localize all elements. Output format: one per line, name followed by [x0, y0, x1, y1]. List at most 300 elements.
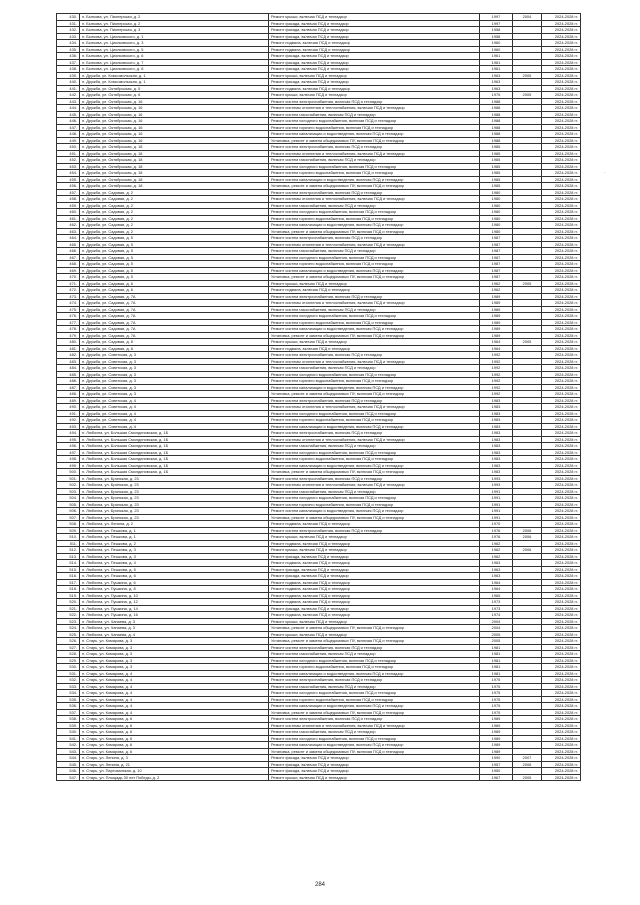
row-build-year: 1963: [480, 566, 513, 573]
row-number: 460.: [57, 209, 80, 216]
row-number: 524.: [57, 625, 80, 632]
row-period: 2024-2028 гг.: [542, 722, 581, 729]
row-address: п. Старь, ул. Комарова, д. 6: [80, 735, 269, 742]
row-period: 2024-2028 гг.: [542, 469, 581, 476]
row-period: 2024-2028 гг.: [542, 248, 581, 255]
row-address: п. Старь, ул. Ленина, д. 21: [80, 761, 269, 768]
row-period: 2024-2028 гг.: [542, 215, 581, 222]
row-address: п. Любохна, ул. Чапаева, д. 3: [80, 618, 269, 625]
row-build-year: 1962: [480, 287, 513, 294]
row-period: 2024-2028 гг.: [542, 761, 581, 768]
row-work-type: Ремонт систем электроснабжения, включая ПСД и технадзор: [269, 293, 480, 300]
row-overhaul-year: 2006: [513, 527, 542, 534]
row-build-year: 1991: [480, 495, 513, 502]
row-address: п. Любохна, ул. Пушкина, д. 16: [80, 612, 269, 619]
row-period: 2024-2028 гг.: [542, 774, 581, 781]
row-period: 2024-2028 гг.: [542, 683, 581, 690]
row-address: п. Старь, ул. Комарова, д. 4: [80, 703, 269, 710]
row-number: 441.: [57, 85, 80, 92]
row-work-type: Ремонт подвала, включая ПСД и технадзор: [269, 287, 480, 294]
row-number: 532.: [57, 677, 80, 684]
row-build-year: 1963: [480, 573, 513, 580]
row-address: п. Дружба, ул. Садовая, д. 8: [80, 339, 269, 346]
row-period: 2024-2028 гг.: [542, 696, 581, 703]
row-build-year: 1989: [480, 332, 513, 339]
row-build-year: 1989: [480, 300, 513, 307]
row-period: 2024-2028 гг.: [542, 475, 581, 482]
row-address: п. Дружба, ул. Октябрьская, д. 18: [80, 157, 269, 164]
row-address: п. Старь, ул. Комарова, д. 4: [80, 709, 269, 716]
row-build-year: 1992: [480, 371, 513, 378]
row-overhaul-year: 2006: [513, 534, 542, 541]
row-work-type: Установка, ремонт и замена общедомовых ПУ, включая ПСД и технадзор: [269, 274, 480, 281]
row-address: п. Быткова, ул. Циолковского, д. 7: [80, 59, 269, 66]
row-overhaul-year: 2005: [513, 339, 542, 346]
row-build-year: 1991: [480, 501, 513, 508]
row-build-year: 1964: [480, 345, 513, 352]
row-build-year: 1992: [480, 384, 513, 391]
row-number: 529.: [57, 657, 80, 664]
row-address: п. Быткова, ул. Пионерская, д. 2: [80, 14, 269, 21]
row-period: 2024-2028 гг.: [542, 755, 581, 762]
row-number: 519.: [57, 592, 80, 599]
row-address: п. Дружба, ул. Октябрьская, д. 18: [80, 163, 269, 170]
row-address: п. Старь, ул. Комарова, д. 3: [80, 664, 269, 671]
row-address: п. Дружба, ул. Садовая, д. 5: [80, 261, 269, 268]
row-number: 446.: [57, 118, 80, 125]
row-address: п. Дружба, ул. Октябрьская, д. 5: [80, 85, 269, 92]
row-address: п. Дружба, ул. Октябрьская, д. 16: [80, 124, 269, 131]
row-address: п. Любохна, ул. Брянская, д. 23: [80, 488, 269, 495]
row-number: 464.: [57, 235, 80, 242]
row-build-year: 1997: [480, 20, 513, 27]
row-address: п. Любохна, ул. Пешкова, д. 6: [80, 573, 269, 580]
row-work-type: Установка, ремонт и замена общедомовых ПУ, включая ПСД и технадзор: [269, 228, 480, 235]
row-number: 431.: [57, 20, 80, 27]
row-work-type: Ремонт подвала, включая ПСД и технадзор: [269, 612, 480, 619]
row-build-year: 1962: [480, 553, 513, 560]
row-number: 490.: [57, 404, 80, 411]
row-number: 536.: [57, 703, 80, 710]
row-period: 2024-2028 гг.: [542, 319, 581, 326]
row-work-type: Ремонт системы отопления и теплоснабжения, включая ПСД и технадзор: [269, 482, 480, 489]
row-period: 2024-2028 гг.: [542, 625, 581, 632]
row-build-year: 1988: [480, 105, 513, 112]
row-work-type: Ремонт подвала, включая ПСД и технадзор: [269, 599, 480, 606]
row-address: п. Любохна, ул. Большая Смолдиновская, д. 1Б: [80, 456, 269, 463]
row-build-year: 1965: [480, 592, 513, 599]
row-build-year: 1989: [480, 293, 513, 300]
row-build-year: 1989: [480, 306, 513, 313]
row-build-year: 1960: [480, 46, 513, 53]
row-work-type: Ремонт системы отопления и теплоснабжения, включая ПСД и технадзор: [269, 358, 480, 365]
row-build-year: 1983: [480, 462, 513, 469]
row-build-year: 1973: [480, 599, 513, 606]
row-work-type: Ремонт систем горячего водоснабжения, включая ПСД и технадзор: [269, 417, 480, 424]
row-number: 528.: [57, 651, 80, 658]
row-number: 474.: [57, 300, 80, 307]
row-period: 2024-2028 гг.: [542, 521, 581, 528]
row-work-type: Установка, ремонт и замена общедомовых ПУ, включая ПСД и технадзор: [269, 748, 480, 755]
row-address: п. Дружба, ул. Садовая, д. 6: [80, 280, 269, 287]
row-address: п. Быткова, ул. Циолковского, д. 5: [80, 46, 269, 53]
row-number: 527.: [57, 644, 80, 651]
row-build-year: 1988: [480, 137, 513, 144]
row-address: п. Любохна, ул. Брянская, д. 23: [80, 501, 269, 508]
row-build-year: 1961: [480, 53, 513, 60]
row-period: 2024-2028 гг.: [542, 670, 581, 677]
row-number: 498.: [57, 456, 80, 463]
row-period: 2024-2028 гг.: [542, 339, 581, 346]
row-work-type: Ремонт фасада, включая ПСД и технадзор: [269, 573, 480, 580]
row-build-year: 1964: [480, 586, 513, 593]
row-build-year: 1958: [480, 27, 513, 34]
row-work-type: Ремонт крыши, включая ПСД и технадзор: [269, 339, 480, 346]
row-number: 531.: [57, 670, 80, 677]
row-address: п. Дружба, ул. Садовая, д. 2: [80, 196, 269, 203]
row-build-year: 1963: [480, 560, 513, 567]
row-build-year: 1957: [480, 761, 513, 768]
row-period: 2024-2028 гг.: [542, 644, 581, 651]
row-number: 545.: [57, 761, 80, 768]
row-period: 2024-2028 гг.: [542, 540, 581, 547]
row-build-year: 1993: [480, 482, 513, 489]
row-number: 544.: [57, 755, 80, 762]
row-period: 2024-2028 гг.: [542, 85, 581, 92]
row-work-type: Ремонт систем газоснабжения, включая ПСД и технадзор: [269, 443, 480, 450]
row-build-year: 1988: [480, 111, 513, 118]
row-address: п. Дружба, ул. Садовая, д. 2: [80, 202, 269, 209]
row-number: 484.: [57, 365, 80, 372]
row-period: 2024-2028 гг.: [542, 391, 581, 398]
row-address: п. Быткова, ул. Циолковского, д. 8: [80, 66, 269, 73]
row-work-type: Ремонт систем холодного водоснабжения, включая ПСД и технадзор: [269, 495, 480, 502]
row-build-year: 1983: [480, 417, 513, 424]
row-number: 454.: [57, 170, 80, 177]
row-period: 2024-2028 гг.: [542, 716, 581, 723]
row-number: 448.: [57, 131, 80, 138]
row-address: п. Любохна, ул. Пушкина, д. 12: [80, 599, 269, 606]
row-work-type: Ремонт фасада, включая ПСД и технадзор: [269, 53, 480, 60]
row-period: 2024-2028 гг.: [542, 189, 581, 196]
row-build-year: 1991: [480, 508, 513, 515]
row-period: 2024-2028 гг.: [542, 586, 581, 593]
row-period: 2024-2028 гг.: [542, 436, 581, 443]
row-build-year: 1987: [480, 267, 513, 274]
row-work-type: Ремонт систем газоснабжения, включая ПСД и технадзор: [269, 365, 480, 372]
row-work-type: Ремонт систем газоснабжения, включая ПСД и технадзор: [269, 157, 480, 164]
row-period: 2024-2028 гг.: [542, 430, 581, 437]
row-build-year: 1983: [480, 436, 513, 443]
row-build-year: 1983: [480, 397, 513, 404]
row-build-year: 1958: [480, 33, 513, 40]
row-period: 2024-2028 гг.: [542, 261, 581, 268]
row-build-year: 1987: [480, 235, 513, 242]
row-address: п. Старь, ул. Ленина, д. 3: [80, 755, 269, 762]
row-number: 457.: [57, 189, 80, 196]
row-work-type: Ремонт систем холодного водоснабжения, включая ПСД и технадзор: [269, 163, 480, 170]
row-build-year: 1988: [480, 98, 513, 105]
row-build-year: 1989: [480, 722, 513, 729]
row-build-year: 1992: [480, 391, 513, 398]
row-number: 533.: [57, 683, 80, 690]
row-number: 488.: [57, 391, 80, 398]
row-number: 520.: [57, 599, 80, 606]
row-period: 2024-2028 гг.: [542, 313, 581, 320]
row-work-type: Ремонт систем горячего водоснабжения, включая ПСД и технадзор: [269, 456, 480, 463]
row-address: п. Дружба, ул. Октябрьская, д. 16: [80, 131, 269, 138]
row-period: 2024-2028 гг.: [542, 163, 581, 170]
row-address: п. Дружба, ул. Садовая, д. 2: [80, 189, 269, 196]
row-address: п. Любохна, ул. Пушкина, д. 10: [80, 592, 269, 599]
row-overhaul-year: 2006: [513, 761, 542, 768]
row-work-type: Ремонт подвала, включая ПСД и технадзор: [269, 560, 480, 567]
row-work-type: Установка, ремонт и замена общедомовых ПУ, включая ПСД и технадзор: [269, 332, 480, 339]
row-period: 2024-2028 гг.: [542, 599, 581, 606]
row-period: 2024-2028 гг.: [542, 92, 581, 99]
margin-mark: ·: [604, 170, 606, 176]
row-build-year: 1989: [480, 313, 513, 320]
row-period: 2024-2028 гг.: [542, 404, 581, 411]
row-period: 2024-2028 гг.: [542, 222, 581, 229]
row-period: 2024-2028 гг.: [542, 46, 581, 53]
row-work-type: Ремонт крыши, включая ПСД и технадзор: [269, 631, 480, 638]
row-number: 481.: [57, 345, 80, 352]
row-number: 468.: [57, 261, 80, 268]
row-period: 2024-2028 гг.: [542, 482, 581, 489]
row-address: п. Дружба, ул. Садовая, д. 8: [80, 345, 269, 352]
row-work-type: Ремонт системы отопления и теплоснабжения, включая ПСД и технадзор: [269, 196, 480, 203]
row-number: 521.: [57, 605, 80, 612]
row-period: 2024-2028 гг.: [542, 423, 581, 430]
row-work-type: Ремонт систем канализации и водоотведения, включая ПСД и технадзор: [269, 703, 480, 710]
row-number: 470.: [57, 274, 80, 281]
row-number: 436.: [57, 53, 80, 60]
row-address: п. Старь, ул. Комарова, д. 4: [80, 670, 269, 677]
row-build-year: 1981: [480, 664, 513, 671]
row-overhaul-year: 2004: [513, 14, 542, 21]
row-number: 437.: [57, 59, 80, 66]
row-address: п. Старь, ул. Комарова, д. 6: [80, 716, 269, 723]
row-build-year: 1990: [480, 755, 513, 762]
row-period: 2024-2028 гг.: [542, 254, 581, 261]
row-work-type: Ремонт систем газоснабжения, включая ПСД и технадзор: [269, 729, 480, 736]
row-work-type: Ремонт фасада, включая ПСД и технадзор: [269, 33, 480, 40]
row-address: п. Старь, ул. Комарова, д. 3: [80, 657, 269, 664]
row-address: п. Дружба, ул. Советская, д. 3: [80, 365, 269, 372]
row-period: 2024-2028 гг.: [542, 332, 581, 339]
row-build-year: 1975: [480, 703, 513, 710]
row-address: п. Дружба, ул. Октябрьская, д. 18: [80, 183, 269, 190]
row-work-type: Ремонт систем электроснабжения, включая ПСД и технадзор: [269, 677, 480, 684]
row-period: 2024-2028 гг.: [542, 14, 581, 21]
row-build-year: 1983: [480, 430, 513, 437]
row-build-year: 1967: [480, 774, 513, 781]
row-work-type: Ремонт систем газоснабжения, включая ПСД и технадзор: [269, 202, 480, 209]
row-build-year: 1992: [480, 378, 513, 385]
row-period: 2024-2028 гг.: [542, 150, 581, 157]
row-work-type: Ремонт крыши, включая ПСД и технадзор: [269, 774, 480, 781]
row-address: п. Любохна, ул. Брянская, д. 23: [80, 508, 269, 515]
row-number: 517.: [57, 579, 80, 586]
row-period: 2024-2028 гг.: [542, 709, 581, 716]
row-number: 434.: [57, 40, 80, 47]
row-build-year: 1988: [480, 118, 513, 125]
row-work-type: Ремонт подвала, включая ПСД и технадзор: [269, 540, 480, 547]
row-work-type: Ремонт систем холодного водоснабжения, включая ПСД и технадзор: [269, 118, 480, 125]
row-build-year: 1980: [480, 222, 513, 229]
row-address: п. Дружба, ул. Октябрьская, д. 18: [80, 176, 269, 183]
row-work-type: Ремонт крыши, включая ПСД и технадзор: [269, 280, 480, 287]
row-period: 2024-2028 гг.: [542, 605, 581, 612]
row-period: 2024-2028 гг.: [542, 384, 581, 391]
row-build-year: 1981: [480, 657, 513, 664]
row-build-year: 1988: [480, 131, 513, 138]
row-build-year: 1985: [480, 144, 513, 151]
row-number: 511.: [57, 540, 80, 547]
row-work-type: Ремонт систем электроснабжения, включая ПСД и технадзор: [269, 716, 480, 723]
row-period: 2024-2028 гг.: [542, 235, 581, 242]
row-work-type: Ремонт систем холодного водоснабжения, включая ПСД и технадзор: [269, 371, 480, 378]
row-work-type: Ремонт системы отопления и теплоснабжения, включая ПСД и технадзор: [269, 105, 480, 112]
row-address: п. Дружба, ул. Садовая, д. 5: [80, 241, 269, 248]
row-address: п. Любохна, ул. Пешкова, д. 5: [80, 566, 269, 573]
row-address: п. Любохна, ул. Брянская, д. 23: [80, 495, 269, 502]
row-work-type: Ремонт подвала, включая ПСД и технадзор: [269, 586, 480, 593]
row-number: 492.: [57, 417, 80, 424]
row-address: п. Дружба, ул. Советская, д. 3: [80, 378, 269, 385]
row-address: п. Быткова, ул. Пионерская, д. 3: [80, 27, 269, 34]
row-address: п. Старь, ул. Комарова, д. 4: [80, 677, 269, 684]
row-address: п. Дружба, ул. Садовая, д. 7А: [80, 306, 269, 313]
row-work-type: Ремонт фасада, включая ПСД и технадзор: [269, 27, 480, 34]
row-work-type: Ремонт подвала, включая ПСД и технадзор: [269, 85, 480, 92]
row-work-type: Ремонт систем холодного водоснабжения, включая ПСД и технадзор: [269, 410, 480, 417]
row-build-year: 1985: [480, 170, 513, 177]
row-number: 477.: [57, 319, 80, 326]
row-period: 2024-2028 гг.: [542, 417, 581, 424]
row-address: п. Дружба, ул. Садовая, д. 2: [80, 228, 269, 235]
row-work-type: Ремонт систем газоснабжения, включая ПСД и технадзор: [269, 651, 480, 658]
row-work-type: Ремонт систем электроснабжения, включая ПСД и технадзор: [269, 644, 480, 651]
row-build-year: 1987: [480, 248, 513, 255]
row-number: 453.: [57, 163, 80, 170]
row-period: 2024-2028 гг.: [542, 98, 581, 105]
row-work-type: Ремонт крыши, включая ПСД и технадзор: [269, 618, 480, 625]
row-work-type: Ремонт систем электроснабжения, включая ПСД и технадзор: [269, 527, 480, 534]
row-build-year: 1987: [480, 261, 513, 268]
row-period: 2024-2028 гг.: [542, 371, 581, 378]
row-address: п. Любохна, ул. Пешкова, д. 1: [80, 527, 269, 534]
row-overhaul-year: 2005: [513, 72, 542, 79]
row-overhaul-year: 2005: [513, 280, 542, 287]
row-work-type: Ремонт фасада, включая ПСД и технадзор: [269, 20, 480, 27]
row-work-type: Ремонт систем канализации и водоотведения, включая ПСД и технадзор: [269, 267, 480, 274]
row-number: 438.: [57, 66, 80, 73]
row-period: 2024-2028 гг.: [542, 131, 581, 138]
row-build-year: 1976: [480, 527, 513, 534]
row-address: п. Дружба, ул. Советская, д. 4: [80, 404, 269, 411]
row-build-year: 1962: [480, 280, 513, 287]
row-period: 2024-2028 гг.: [542, 118, 581, 125]
row-period: 2024-2028 гг.: [542, 53, 581, 60]
row-number: 500.: [57, 469, 80, 476]
row-number: 510.: [57, 534, 80, 541]
row-address: п. Дружба, ул. Садовая, д. 2: [80, 209, 269, 216]
row-work-type: Ремонт систем электроснабжения, включая ПСД и технадзор: [269, 475, 480, 482]
row-period: 2024-2028 гг.: [542, 280, 581, 287]
row-address: п. Любохна, ул. Пешкова, д. 3: [80, 547, 269, 554]
row-period: 2024-2028 гг.: [542, 592, 581, 599]
row-address: п. Любохна, ул. Большая Смолдиновская, д. 1Б: [80, 449, 269, 456]
row-address: п. Старь, ул. Комарова, д. 4: [80, 696, 269, 703]
row-number: 499.: [57, 462, 80, 469]
row-address: п. Любохна, ул. Чапаева, д. 4: [80, 631, 269, 638]
row-number: 469.: [57, 267, 80, 274]
row-address: п. Дружба, ул. Советская, д. 3: [80, 384, 269, 391]
row-number: 461.: [57, 215, 80, 222]
row-address: п. Любохна, ул. Пушкина, д. 14: [80, 605, 269, 612]
row-build-year: 1963: [480, 85, 513, 92]
row-period: 2024-2028 гг.: [542, 573, 581, 580]
row-build-year: 1989: [480, 742, 513, 749]
row-build-year: 1983: [480, 443, 513, 450]
row-number: 507.: [57, 514, 80, 521]
row-address: п. Старь, ул. Комарова, д. 3: [80, 644, 269, 651]
row-build-year: 1987: [480, 241, 513, 248]
row-period: 2024-2028 гг.: [542, 729, 581, 736]
row-number: 546.: [57, 768, 80, 775]
row-build-year: 1991: [480, 514, 513, 521]
row-address: п. Любохна, ул. Пешкова, д. 4: [80, 560, 269, 567]
row-overhaul-year: 2007: [513, 755, 542, 762]
row-period: 2024-2028 гг.: [542, 768, 581, 775]
row-work-type: Ремонт систем холодного водоснабжения, включая ПСД и технадзор: [269, 254, 480, 261]
row-work-type: Установка, ремонт и замена общедомовых ПУ, включая ПСД и технадзор: [269, 625, 480, 632]
row-period: 2024-2028 гг.: [542, 326, 581, 333]
row-period: 2024-2028 гг.: [542, 105, 581, 112]
row-build-year: 1975: [480, 92, 513, 99]
row-number: 430.: [57, 14, 80, 21]
row-address: п. Старь, ул. Комарова, д. 4: [80, 690, 269, 697]
row-address: п. Дружба, ул. Советская, д. 4: [80, 397, 269, 404]
row-work-type: Ремонт фасада, включая ПСД и технадзор: [269, 59, 480, 66]
row-work-type: Установка, ремонт и замена общедомовых ПУ, включая ПСД и технадзор: [269, 137, 480, 144]
row-work-type: Ремонт крыши, включая ПСД и технадзор: [269, 534, 480, 541]
row-period: 2024-2028 гг.: [542, 657, 581, 664]
row-address: п. Дружба, ул. Октябрьская, д. 16: [80, 105, 269, 112]
row-address: п. Любохна, ул. Пушкина, д. 6: [80, 579, 269, 586]
row-work-type: Ремонт систем горячего водоснабжения, включая ПСД и технадзор: [269, 696, 480, 703]
row-number: 472.: [57, 287, 80, 294]
row-work-type: Ремонт подвала, включая ПСД и технадзор: [269, 521, 480, 528]
row-period: 2024-2028 гг.: [542, 456, 581, 463]
row-build-year: 1981: [480, 644, 513, 651]
row-address: п. Дружба, ул. Советская, д. 4: [80, 423, 269, 430]
row-work-type: Ремонт системы отопления и теплоснабжения, включая ПСД и технадзор: [269, 150, 480, 157]
row-number: 486.: [57, 378, 80, 385]
row-build-year: 1983: [480, 423, 513, 430]
row-build-year: 1980: [480, 228, 513, 235]
row-work-type: Ремонт систем электроснабжения, включая ПСД и технадзор: [269, 352, 480, 359]
row-number: 504.: [57, 495, 80, 502]
row-overhaul-year: 2006: [513, 547, 542, 554]
row-work-type: Ремонт системы отопления и теплоснабжения, включая ПСД и технадзор: [269, 404, 480, 411]
row-number: 542.: [57, 742, 80, 749]
row-number: 508.: [57, 521, 80, 528]
row-address: п. Дружба, ул. Октябрьская, д. 16: [80, 111, 269, 118]
row-build-year: 1975: [480, 709, 513, 716]
